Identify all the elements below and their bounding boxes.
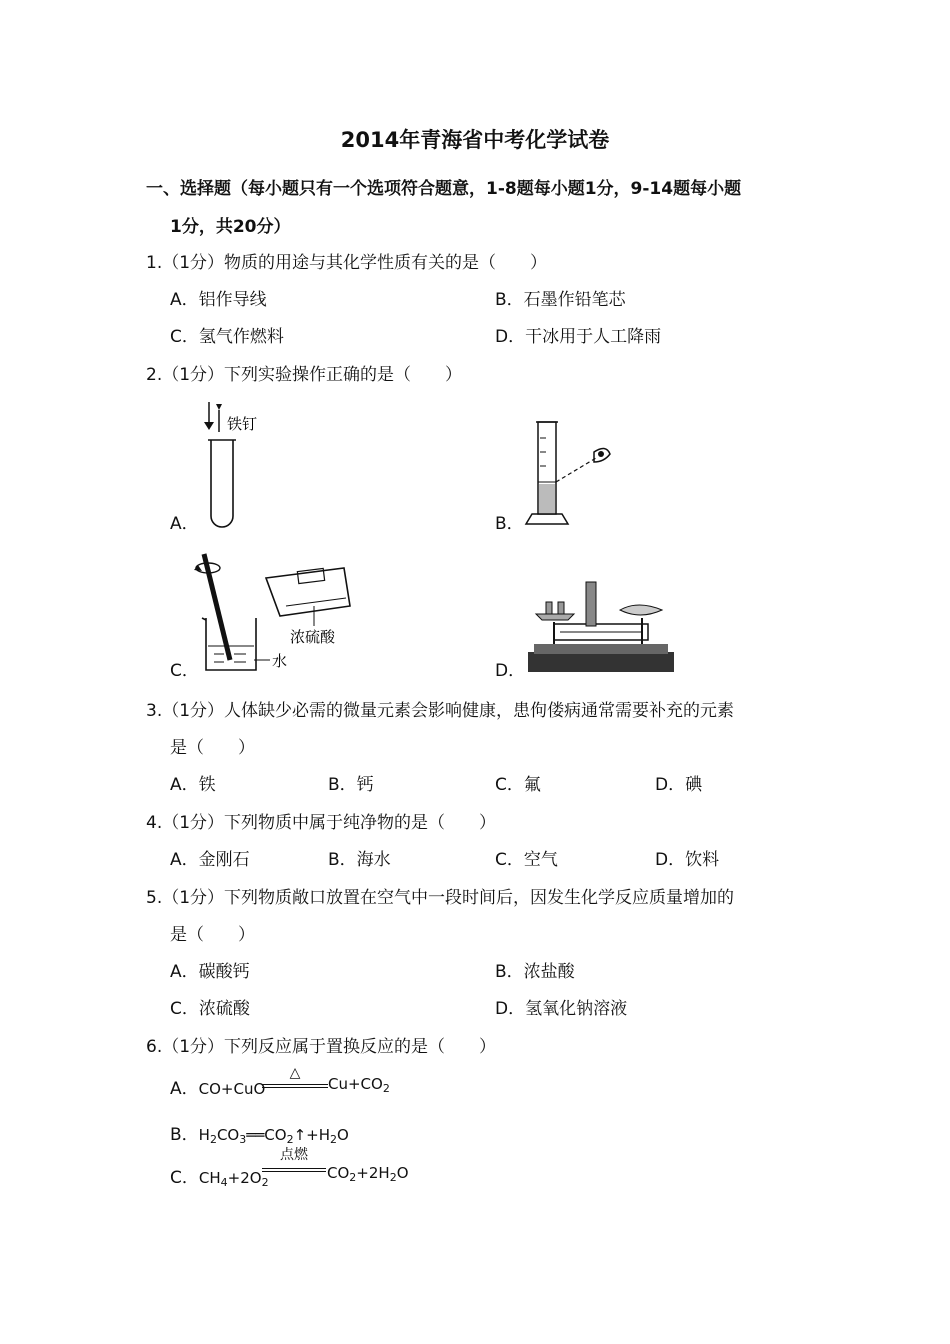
question-5-stem-line2: 是（ ）	[170, 925, 255, 945]
conc-sulfuric-acid-label: 浓硫酸	[290, 628, 336, 646]
equation-a-products: $Cu+CO_2$	[328, 1075, 390, 1095]
water-label: 水	[272, 652, 288, 670]
option-b-label: B．	[170, 1125, 199, 1145]
question-4-option-a: A．金刚石	[170, 850, 250, 870]
question-2-option-b: B．	[495, 514, 524, 534]
question-3-option-c: C．氟	[495, 775, 541, 795]
page-title: 2014年青海省中考化学试卷	[340, 128, 610, 152]
question-6-stem: 6.（1分）下列反应属于置换反应的是（ ）	[146, 1037, 497, 1057]
question-3-stem-line1: 3.（1分）人体缺少必需的微量元素会影响健康，患佝偻病通常需要补充的元素	[146, 701, 735, 721]
equation-c-arrow	[262, 1146, 326, 1176]
ignite-condition: 点燃	[280, 1147, 308, 1163]
question-5-option-a: A．碳酸钙	[170, 962, 250, 982]
equation-c-products: $CO_2+2H_2O$	[327, 1164, 409, 1184]
option-a-label: A．	[170, 1079, 199, 1099]
question-5-option-c: C．浓硫酸	[170, 999, 250, 1019]
section-heading-line1: 一、选择题（每小题只有一个选项符合题意，1-8题每小题1分，9-14题每小题	[146, 179, 742, 199]
equation-a-arrow	[262, 1066, 328, 1090]
heat-condition: △	[289, 1065, 301, 1081]
question-4-option-b: B．海水	[328, 850, 391, 870]
equation-c-reactants: $CH_4+2O_2$	[198, 1169, 269, 1189]
question-1-option-a: A．铝作导线	[170, 290, 267, 310]
question-2-option-a: A．	[170, 514, 199, 534]
equation-a-reactants: CO+CuO	[198, 1080, 266, 1098]
graduated-cylinder-figure	[522, 418, 622, 530]
question-3-stem-line2: 是（ ）	[170, 738, 255, 758]
dilution-figure	[190, 548, 360, 676]
section-heading-line2: 1分，共20分）	[170, 217, 291, 237]
question-1-stem: 1.（1分）物质的用途与其化学性质有关的是（ ）	[146, 253, 548, 273]
option-c-label: C．	[170, 1168, 199, 1188]
question-6-option-c	[170, 1163, 269, 1188]
question-5-stem-line1: 5.（1分）下列物质敞口放置在空气中一段时间后，因发生化学反应质量增加的	[146, 888, 735, 908]
iron-nail-label: 铁钉	[227, 415, 258, 433]
question-4-option-d: D．饮料	[655, 850, 720, 870]
question-1-option-d: D．干冰用于人工降雨	[495, 327, 662, 347]
question-3-option-d: D．碘	[655, 775, 703, 795]
balance-figure	[526, 578, 676, 674]
question-4-stem: 4.（1分）下列物质中属于纯净物的是（ ）	[146, 813, 497, 833]
question-4-option-c: C．空气	[495, 850, 558, 870]
test-tube-nail-figure	[195, 398, 275, 530]
question-2-option-d: D．	[495, 661, 526, 681]
question-3-option-a: A．铁	[170, 775, 216, 795]
question-2-stem: 2.（1分）下列实验操作正确的是（ ）	[146, 365, 463, 385]
question-6-option-a	[170, 1074, 265, 1099]
question-1-option-b: B．石墨作铅笔芯	[495, 290, 626, 310]
question-3-option-b: B．钙	[328, 775, 374, 795]
question-1-option-c: C．氢气作燃料	[170, 327, 284, 347]
question-2-option-c: C．	[170, 661, 199, 681]
equation-b: $H_2CO_3══CO_2↑+H_2O$	[198, 1126, 349, 1146]
question-5-option-b: B．浓盐酸	[495, 962, 575, 982]
question-6-option-b	[170, 1120, 349, 1145]
question-5-option-d: D．氢氧化钠溶液	[495, 999, 628, 1019]
